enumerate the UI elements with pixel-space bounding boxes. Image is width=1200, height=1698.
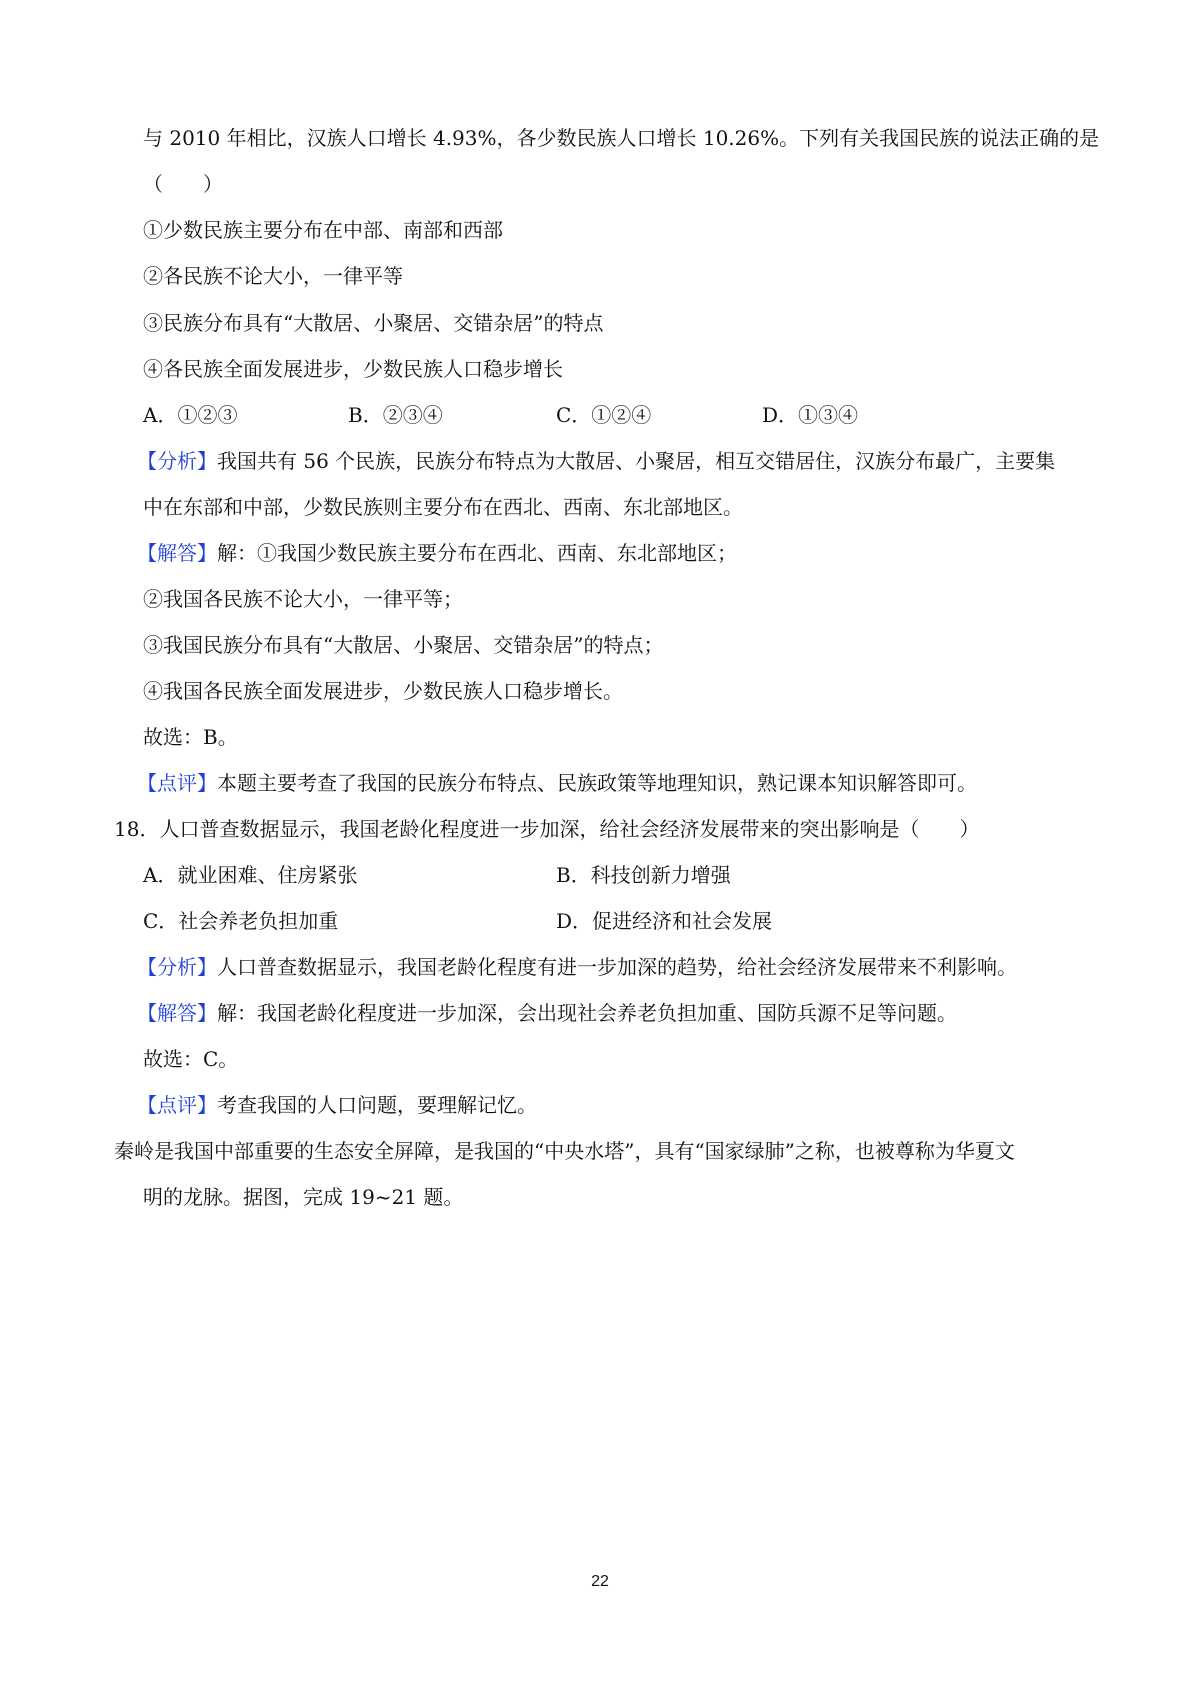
comment-tag: 【点评】 (137, 771, 217, 795)
q18-answer (137, 999, 957, 1027)
analysis-tag: 【分析】 (137, 955, 217, 979)
page-number: 22 (591, 1573, 609, 1590)
intro-line2: 明的龙脉。据图，完成 19~21 题。 (143, 1185, 464, 1209)
q17-item-4: ④各民族全面发展进步，少数民族人口稳步增长 (143, 357, 563, 381)
q18-comment (137, 1091, 537, 1119)
q17-answer (137, 539, 737, 567)
comment-text: 考查我国的人口问题，要理解记忆。 (217, 1093, 537, 1117)
q17-analysis-line2: 中在东部和中部，少数民族则主要分布在西北、西南、东北部地区。 (143, 495, 743, 519)
q17-option-a: A．①②③ (143, 403, 238, 427)
q17-item-3: ③民族分布具有“大散居、小聚居、交错杂居”的特点 (143, 311, 604, 335)
q18-option-d: D．促进经济和社会发展 (556, 909, 773, 933)
analysis-text: 人口普查数据显示，我国老龄化程度有进一步加深的趋势，给社会经济发展带来不利影响。 (217, 955, 1017, 979)
q17-analysis (137, 447, 1055, 475)
q17-comment (137, 769, 977, 797)
analysis-text: 我国共有 56 个民族，民族分布特点为大散居、小聚居，相互交错居住，汉族分布最广，主要集 (217, 449, 1056, 473)
answer-text: 解：①我国少数民族主要分布在西北、西南、东北部地区； (217, 541, 737, 565)
q17-stem-line1: 与 2010 年相比，汉族人口增长 4.93%，各少数民族人口增长 10.26%。下列有关我国民族的说法正确的是 (143, 126, 1100, 150)
q18-stem: 18．人口普查数据显示，我国老龄化程度进一步加深，给社会经济发展带来的突出影响是（ ） (114, 817, 980, 841)
q17-answer-line2: ②我国各民族不论大小，一律平等； (143, 587, 463, 611)
q17-stem-bracket: （ ） (143, 172, 223, 196)
answer-tag: 【解答】 (137, 1001, 217, 1025)
q18-option-c: C．社会养老负担加重 (143, 909, 339, 933)
q17-option-d: D．①③④ (762, 403, 859, 427)
q18-option-b: B．科技创新力增强 (556, 863, 731, 887)
answer-text: 解：我国老龄化程度进一步加深，会出现社会养老负担加重、国防兵源不足等问题。 (217, 1001, 957, 1025)
comment-text: 本题主要考查了我国的民族分布特点、民族政策等地理知识，熟记课本知识解答即可。 (217, 771, 977, 795)
q17-choice: 故选：B。 (143, 725, 238, 749)
answer-tag: 【解答】 (137, 541, 217, 565)
q17-item-1: ①少数民族主要分布在中部、南部和西部 (143, 218, 503, 242)
q17-option-b: B．②③④ (348, 403, 443, 427)
q18-analysis (137, 953, 1017, 981)
intro-line1: 秦岭是我国中部重要的生态安全屏障，是我国的“中央水塔”，具有“国家绿肺”之称，也被尊称为华夏文 (114, 1139, 1015, 1163)
q17-answer-line3: ③我国民族分布具有“大散居、小聚居、交错杂居”的特点； (143, 633, 664, 657)
q18-option-a: A．就业困难、住房紧张 (143, 863, 358, 887)
q17-answer-line4: ④我国各民族全面发展进步，少数民族人口稳步增长。 (143, 679, 623, 703)
q18-choice: 故选：C。 (143, 1047, 239, 1071)
q17-item-2: ②各民族不论大小，一律平等 (143, 264, 403, 288)
comment-tag: 【点评】 (137, 1093, 217, 1117)
analysis-tag: 【分析】 (137, 449, 217, 473)
q17-option-c: C．①②④ (556, 403, 652, 427)
